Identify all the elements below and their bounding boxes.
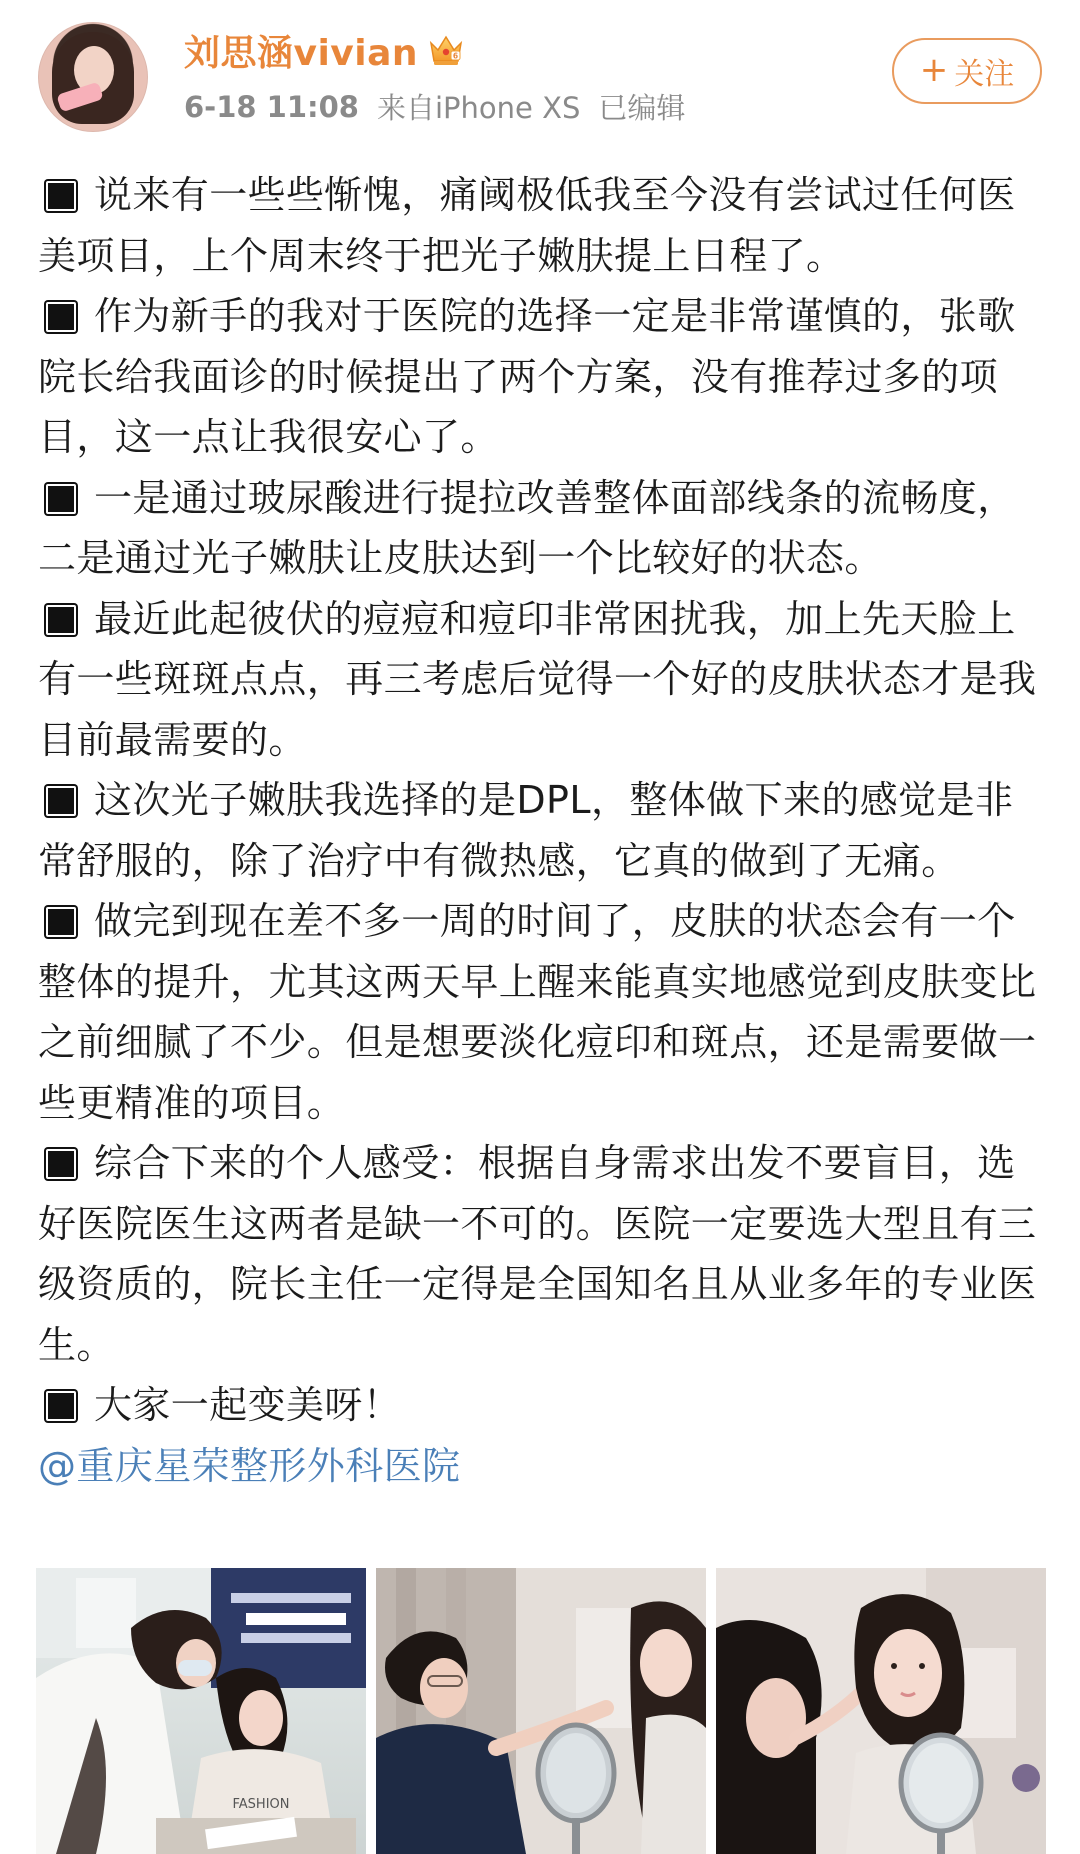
paragraph (38, 286, 1048, 468)
black-square-icon (46, 181, 76, 211)
photo-thumbnail[interactable] (376, 1568, 706, 1854)
mention-link[interactable]: @重庆星荣整形外科医院 (38, 1443, 461, 1488)
black-square-icon (46, 907, 76, 937)
follow-label: 关注 (954, 57, 1015, 92)
black-square-icon (46, 605, 76, 635)
svg-text:6: 6 (452, 51, 459, 61)
photo-gallery (36, 1568, 1046, 1854)
paragraph (38, 770, 1048, 891)
avatar[interactable] (38, 22, 148, 132)
post-text (38, 165, 1048, 1496)
black-square-icon (46, 786, 76, 816)
post-meta (184, 86, 685, 127)
paragraph (38, 589, 1048, 771)
paragraph (38, 468, 1048, 589)
photo-thumbnail[interactable] (36, 1568, 366, 1854)
paragraph-text: 说来有一些些惭愧，痛阈极低我至今没有尝试过任何医美项目，上个周末终于把光子嫩肤提上日程了。 (38, 173, 1016, 278)
follow-button[interactable] (892, 38, 1042, 104)
photo-thumbnail[interactable] (716, 1568, 1046, 1854)
paragraph-text: 综合下来的个人感受：根据自身需求出发不要盲目，选好医院医生这两者是缺一不可的。医院一定要选大型且有三级资质的，院长主任一定得是全国知名且从业多年的专业医生。 (38, 1141, 1037, 1367)
paragraph (38, 1133, 1048, 1375)
crown-badge-icon[interactable] (428, 33, 464, 67)
black-square-icon (46, 1391, 76, 1421)
black-square-icon (46, 484, 76, 514)
post-header (0, 0, 1080, 150)
paragraph-text: 做完到现在差不多一周的时间了，皮肤的状态会有一个整体的提升，尤其这两天早上醒来能真实地感觉到皮肤变比之前细腻了不少。但是想要淡化痘印和斑点，还是需要做一些更精准的项目。 (38, 899, 1037, 1125)
paragraph (38, 891, 1048, 1133)
edited-label: 已编辑 (598, 91, 686, 125)
paragraph (38, 165, 1048, 286)
post-time: 6-18 11:08 (184, 89, 359, 124)
paragraph-text: 大家一起变美呀！ (94, 1383, 402, 1427)
post-source: 来自iPhone XS (376, 91, 581, 125)
paragraph-text: 这次光子嫩肤我选择的是DPL，整体做下来的感觉是非常舒服的，除了治疗中有微热感，它真的做到了无痛。 (38, 778, 1014, 883)
shirt-text: FASHION (232, 1797, 290, 1812)
username-row (184, 26, 464, 74)
username[interactable]: 刘思涵vivian (184, 32, 419, 74)
plus-icon: + (919, 50, 949, 90)
paragraph-text: 最近此起彼伏的痘痘和痘印非常困扰我，加上先天脸上有一些斑斑点点，再三考虑后觉得一个好的皮肤状态才是我目前最需要的。 (38, 596, 1037, 762)
black-square-icon (46, 302, 76, 332)
paragraph-text: 作为新手的我对于医院的选择一定是非常谨慎的，张歌院长给我面诊的时候提出了两个方案，没有推荐过多的项目，这一点让我很安心了。 (38, 294, 1016, 459)
paragraph-text: 一是通过玻尿酸进行提拉改善整体面部线条的流畅度，二是通过光子嫩肤让皮肤达到一个比较好的状态。 (38, 475, 1016, 580)
paragraph (38, 1375, 1048, 1436)
black-square-icon (46, 1149, 76, 1179)
